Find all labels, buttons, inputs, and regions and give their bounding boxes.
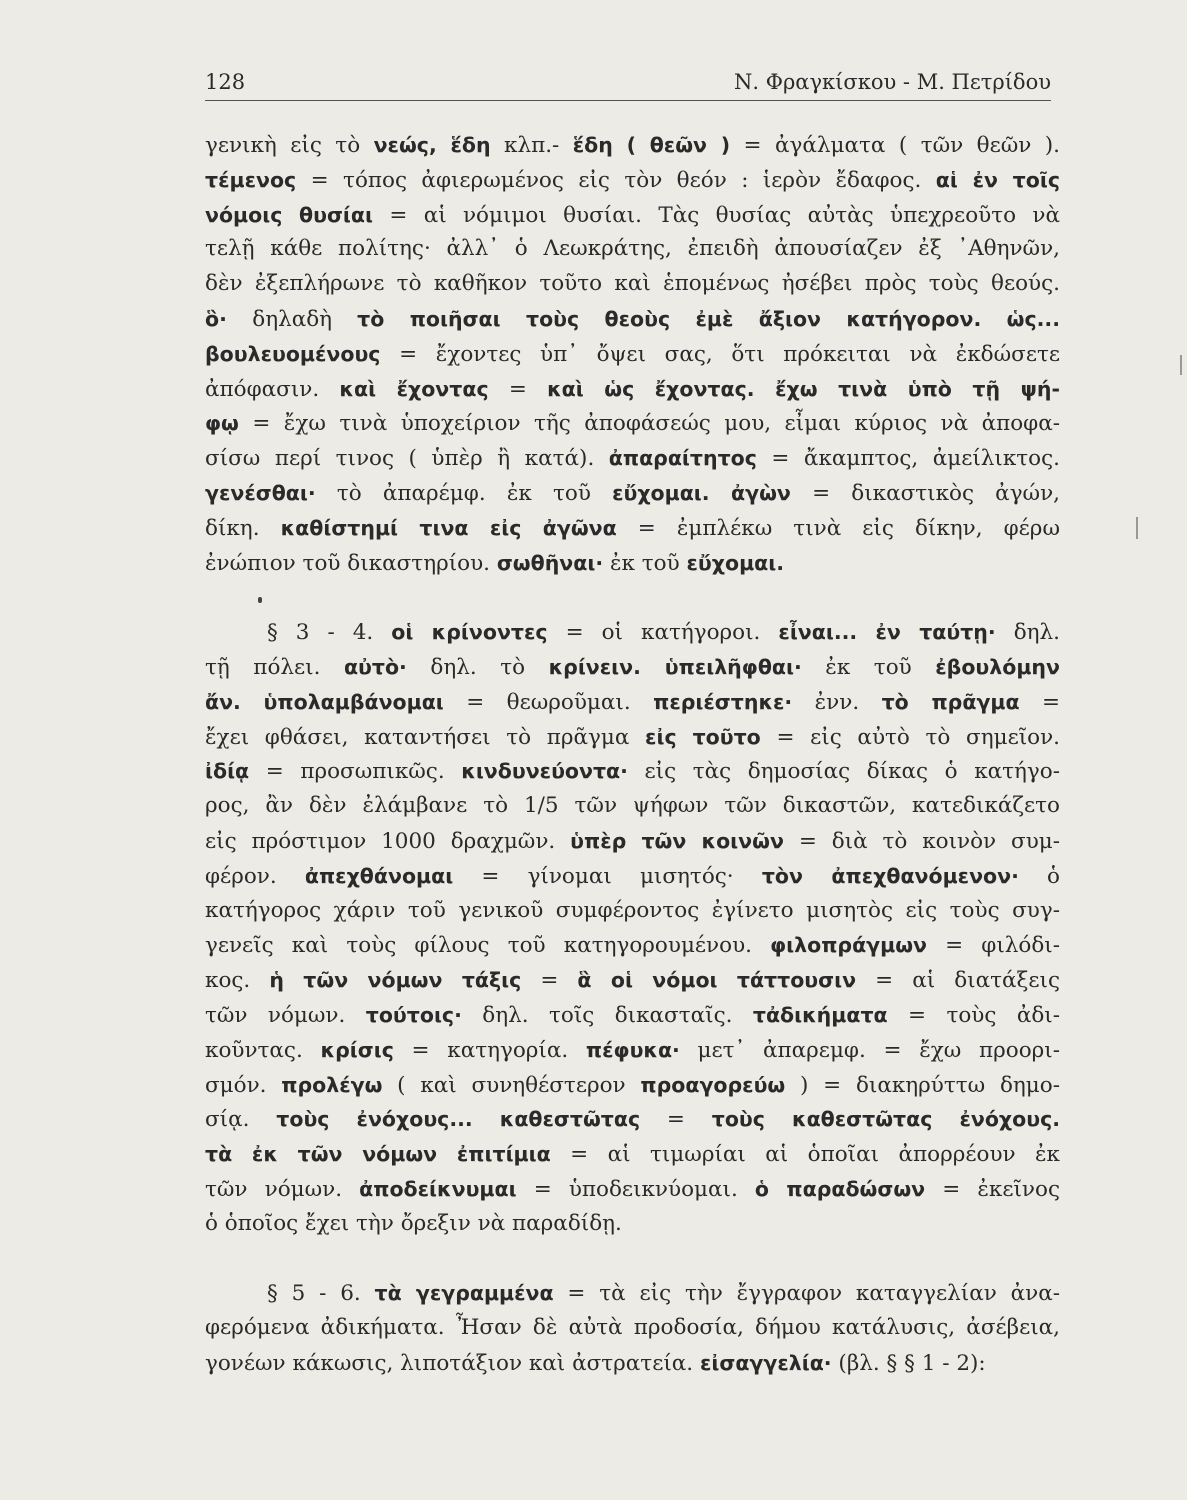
gloss-text: εἰς πρόστιμον 1000 δραχμῶν. bbox=[205, 828, 571, 854]
gloss-text: = εἰς αὐτὸ τὸ σημεῖον. bbox=[760, 724, 1060, 750]
lemma-bold: ἄν. ὑπολαμβάνομαι bbox=[205, 689, 444, 714]
margin-mark bbox=[1136, 517, 1138, 539]
text-line bbox=[205, 928, 1060, 963]
gloss-text: ρος, ἂν δὲν ἐλάμβανε τὸ 1/5 τῶν ψήφων τῶν δικαστῶν, κατεδικάζετο bbox=[205, 793, 1060, 819]
page-number: 128 bbox=[205, 70, 246, 94]
gloss-text: σίσω περί τινος ( ὑπὲρ ἢ κατά). bbox=[205, 446, 609, 472]
lemma-bold: καὶ ὡς ἔχοντας. ἔχω τινὰ ὑπὸ τῇ ψή- bbox=[547, 376, 1060, 401]
text-line bbox=[205, 1102, 1060, 1137]
text-line bbox=[205, 476, 1060, 511]
gloss-text: = δικαστικὸς ἀγών, bbox=[790, 480, 1060, 506]
gloss-text: = θεωροῦμαι. bbox=[443, 689, 654, 715]
lemma-bold: περιέστηκε· bbox=[653, 689, 793, 714]
gloss-text: τῇ πόλει. bbox=[205, 654, 344, 680]
gloss-text: ) = διακηρύττω δημο- bbox=[785, 1072, 1060, 1098]
gloss-text: δίκη. bbox=[205, 515, 281, 541]
gloss-text: τῶν νόμων. bbox=[205, 1176, 360, 1202]
gloss-text: κος. bbox=[205, 968, 270, 994]
gloss-text: = bbox=[640, 1107, 712, 1133]
lemma-bold: τοὺς ἐνόχους... καθεστῶτας bbox=[276, 1107, 641, 1132]
lemma-bold: ἰδίᾳ bbox=[205, 759, 250, 784]
lemma-bold: αὐτὸ· bbox=[343, 654, 407, 679]
gloss-text: = bbox=[521, 968, 578, 994]
gloss-text: ὁ ὁποῖος ἔχει τὴν ὄρεξιν νὰ παραδίδῃ. bbox=[205, 1210, 622, 1236]
lemma-bold: πέφυκα· bbox=[585, 1037, 680, 1062]
lemma-bold: καθίστημί τινα εἰς ἀγῶνα bbox=[280, 515, 617, 540]
lemma-bold: ἕδη ( θεῶν ) bbox=[572, 133, 731, 157]
gloss-text: γενεῖς καὶ τοὺς φίλους τοῦ κατηγορουμένου. bbox=[205, 933, 771, 959]
commentary-text bbox=[205, 128, 1060, 1381]
text-line bbox=[205, 859, 1060, 894]
gloss-text: = ἄκαμπτος, ἀμείλικτος. bbox=[756, 446, 1060, 472]
gloss-text: ἐκ τοῦ bbox=[801, 654, 936, 680]
gloss-text: = bbox=[488, 376, 548, 402]
lemma-bold: ὃ· bbox=[205, 306, 253, 331]
text-line bbox=[205, 267, 1060, 302]
lemma-bold: οἱ κρίνοντες bbox=[391, 620, 548, 645]
lemma-bold: κρίνειν. ὑπειλῆφθαι· bbox=[548, 654, 802, 679]
lemma-bold: τοὺς καθεστῶτας ἐνόχους. bbox=[711, 1107, 1061, 1132]
gloss-text: τελῇ κάθε πολίτης· ἀλλ᾽ ὁ Λεωκράτης, ἐπειδὴ ἀπουσίαζεν ἐξ ᾽Αθηνῶν, bbox=[205, 236, 1060, 262]
paragraph-gap bbox=[205, 580, 1060, 615]
text-line bbox=[205, 894, 1060, 929]
text-line bbox=[205, 441, 1060, 476]
lemma-bold: ἀπεχθάνομαι bbox=[304, 863, 454, 888]
text-line bbox=[205, 1207, 1060, 1242]
text-line bbox=[205, 963, 1060, 998]
page-header bbox=[205, 68, 1051, 101]
text-line bbox=[205, 998, 1060, 1033]
lemma-bold: ὑπὲρ τῶν κοινῶν bbox=[570, 828, 784, 853]
gloss-text: = τοὺς ἀδι- bbox=[887, 1002, 1060, 1028]
lemma-bold: προαγορεύω bbox=[640, 1072, 786, 1097]
gloss-text: κατήγορος χάριν τοῦ γενικοῦ συμφέροντος ἐγίνετο μισητὸς εἰς τοὺς συγ- bbox=[205, 897, 1060, 923]
lemma-bold: τέμενος bbox=[205, 167, 297, 192]
lemma-bold: νόμοις θυσίαι bbox=[205, 202, 373, 227]
text-line bbox=[205, 789, 1060, 824]
lemma-bold: κινδυνεύοντα· bbox=[461, 759, 628, 784]
gloss-text: ἀπόφασιν. bbox=[205, 376, 340, 402]
lemma-bold: φῳ bbox=[205, 411, 239, 436]
text-line bbox=[205, 1068, 1060, 1103]
gloss-text: ἐνν. bbox=[792, 689, 882, 715]
text-line bbox=[205, 1137, 1060, 1172]
gloss-text: = αἱ νόμιμοι θυσίαι. Τὰς θυσίας αὐτὰς ὑπεχρεοῦτο νὰ bbox=[372, 202, 1060, 228]
lemma-bold: ἡ τῶν νόμων τάξις bbox=[269, 968, 522, 993]
lemma-bold: εἰς τοῦτο bbox=[645, 724, 761, 749]
text-line bbox=[205, 1346, 1060, 1381]
gloss-text: = ἔχοντες ὑπ᾽ ὄψει σας, ὅτι πρόκειται νὰ ἐκδώσετε bbox=[380, 341, 1060, 367]
gloss-text: = ἐκεῖνος bbox=[925, 1176, 1060, 1202]
lemma-bold: εἶναι... ἐν ταύτῃ· bbox=[778, 620, 996, 645]
gloss-text: = τὰ εἰς τὴν ἔγγραφον καταγγελίαν ἀνα- bbox=[553, 1281, 1060, 1307]
gloss-text: = αἱ τιμωρίαι αἱ ὁποῖαι ἀπορρέουν ἐκ bbox=[550, 1142, 1060, 1168]
text-line bbox=[205, 511, 1060, 546]
gloss-text: = αἱ διατάξεις bbox=[856, 968, 1060, 994]
text-line bbox=[205, 720, 1060, 755]
gloss-text: = προσωπικῶς. bbox=[249, 759, 462, 785]
lemma-bold: ὁ παραδώσων bbox=[754, 1176, 926, 1201]
gloss-text: ( καὶ συνηθέστερον bbox=[382, 1072, 641, 1098]
gloss-text: = ἐμπλέκω τινὰ εἰς δίκην, φέρω bbox=[616, 515, 1060, 541]
gloss-text: = φιλόδι- bbox=[927, 933, 1060, 959]
text-line bbox=[205, 685, 1060, 720]
text-line bbox=[205, 546, 1060, 581]
gloss-text: ἐνώπιον τοῦ δικαστηρίου. bbox=[205, 550, 497, 576]
lemma-bold: εἰσαγγελία· bbox=[699, 1350, 832, 1375]
text-line bbox=[205, 1033, 1060, 1068]
text-line bbox=[205, 615, 1060, 650]
text-line bbox=[205, 1172, 1060, 1207]
lemma-bold: αἱ ἐν τοῖς bbox=[935, 167, 1060, 192]
text-line bbox=[205, 163, 1060, 198]
running-title: Ν. Φραγκίσκου - Μ. Πετρίδου bbox=[734, 70, 1051, 94]
text-line bbox=[205, 128, 1060, 163]
lemma-bold: εὔχομαι. bbox=[686, 550, 785, 575]
ink-speck bbox=[258, 597, 262, 603]
gloss-text: εἰς τὰς δημοσίας δίκας ὁ κατήγο- bbox=[627, 759, 1060, 785]
text-line bbox=[205, 302, 1060, 337]
gloss-text: = τόπος ἀφιερωμένος εἰς τὸν θεόν : ἱερὸν ἔδαφος. bbox=[296, 167, 936, 193]
gloss-text: = bbox=[1019, 689, 1061, 715]
gloss-text: ἔχει φθάσει, καταντήσει τὸ πρᾶγμα bbox=[205, 724, 646, 750]
lemma-bold: γενέσθαι· bbox=[205, 480, 316, 505]
gloss-text: § 3 - 4. bbox=[267, 620, 392, 646]
gloss-text: = κατηγορία. bbox=[393, 1037, 586, 1063]
lemma-bold: εὔχομαι. ἀγὼν bbox=[612, 480, 791, 505]
text-line bbox=[205, 337, 1060, 372]
gloss-text: μετ᾽ ἀπαρεμφ. = ἔχω προορι- bbox=[679, 1037, 1060, 1063]
lemma-bold: καὶ ἔχοντας bbox=[339, 376, 489, 401]
text-line bbox=[205, 406, 1060, 441]
text-line bbox=[205, 650, 1060, 685]
gloss-text: δὲν ἐξεπλήρωνε τὸ καθῆκον τοῦτο καὶ ἑπομένως ἠσέβει πρὸς τοὺς θεούς. bbox=[205, 271, 1060, 297]
lemma-bold: κρίσις bbox=[320, 1037, 394, 1062]
lemma-bold: σωθῆναι· bbox=[496, 550, 604, 575]
lemma-bold: ἃ οἱ νόμοι τάττουσιν bbox=[577, 968, 857, 993]
paragraph-gap bbox=[205, 1242, 1060, 1277]
lemma-bold: τἀδικήματα bbox=[752, 1002, 888, 1027]
gloss-text: φερόμενα ἀδικήματα. Ἦσαν δὲ αὐτὰ προδοσία, δήμου κατάλυσις, ἀσέβεια, bbox=[205, 1315, 1060, 1341]
text-line bbox=[205, 1276, 1060, 1311]
text-line bbox=[205, 1311, 1060, 1346]
gloss-text: = ἀγάλματα ( τῶν θεῶν ). bbox=[730, 133, 1061, 158]
lemma-bold: τὸν ἀπεχθανόμενον· bbox=[761, 863, 1019, 888]
lemma-bold: βουλευομένους bbox=[205, 341, 381, 366]
gloss-text: σίᾳ. bbox=[205, 1107, 277, 1133]
gloss-text: δηλ. τοῖς δικασταῖς. bbox=[461, 1002, 753, 1028]
text-line bbox=[205, 754, 1060, 789]
lemma-bold: ἀπαραίτητος bbox=[608, 446, 757, 471]
gloss-text: = διὰ τὸ κοινὸν συμ- bbox=[783, 828, 1061, 854]
gloss-text: τῶν νόμων. bbox=[205, 1002, 366, 1028]
lemma-bold: φιλοπράγμων bbox=[770, 933, 927, 958]
lemma-bold: τούτοις· bbox=[365, 1002, 462, 1027]
gloss-text: γενικὴ εἰς τὸ bbox=[205, 133, 374, 158]
gloss-text: δηλ. τὸ bbox=[406, 654, 549, 680]
text-line bbox=[205, 198, 1060, 233]
gloss-text: φέρον. bbox=[205, 863, 305, 889]
gloss-text: = γίνομαι μισητός· bbox=[453, 863, 762, 889]
lemma-bold: προλέγω bbox=[281, 1072, 383, 1097]
lemma-bold: τὰ ἐκ τῶν νόμων ἐπιτίμια bbox=[205, 1142, 551, 1167]
gloss-text: = οἱ κατήγοροι. bbox=[547, 620, 779, 646]
lemma-bold: τὰ γεγραμμένα bbox=[374, 1281, 554, 1306]
lemma-bold: τὸ πρᾶγμα bbox=[881, 689, 1020, 714]
gloss-text: σμόν. bbox=[205, 1072, 282, 1098]
gloss-text: ἐκ τοῦ bbox=[603, 550, 687, 576]
text-line bbox=[205, 372, 1060, 407]
gloss-text: κοῦντας. bbox=[205, 1037, 321, 1063]
gloss-text: = ὑποδεικνύομαι. bbox=[516, 1176, 755, 1202]
gloss-text: § 5 - 6. bbox=[267, 1281, 375, 1307]
gloss-text: δηλαδὴ bbox=[252, 306, 358, 332]
gloss-text: = ἔχω τινὰ ὑποχείριον τῆς ἀποφάσεώς μου, εἶμαι κύριος νὰ ἀποφα- bbox=[238, 411, 1060, 437]
margin-mark bbox=[1180, 355, 1182, 375]
lemma-bold: τὸ ποιῆσαι τοὺς θεοὺς ἐμὲ ἄξιον κατήγορον. ὡς... bbox=[357, 306, 1060, 331]
gloss-text: ὁ bbox=[1018, 863, 1060, 889]
lemma-bold: ἀποδείκνυμαι bbox=[359, 1176, 517, 1201]
gloss-text: γονέων κάκωσις, λιποτάξιον καὶ ἀστρατεία. bbox=[205, 1350, 700, 1376]
lemma-bold: νεώς, ἕδη bbox=[373, 133, 491, 157]
text-line bbox=[205, 232, 1060, 267]
text-line bbox=[205, 824, 1060, 859]
lemma-bold: ἐβουλόμην bbox=[935, 654, 1060, 679]
gloss-text: (βλ. § § 1 - 2): bbox=[831, 1350, 986, 1376]
gloss-text: δηλ. bbox=[995, 620, 1061, 646]
gloss-text: τὸ ἀπαρέμφ. ἐκ τοῦ bbox=[315, 480, 613, 506]
gloss-text: κλπ.- bbox=[490, 133, 573, 158]
